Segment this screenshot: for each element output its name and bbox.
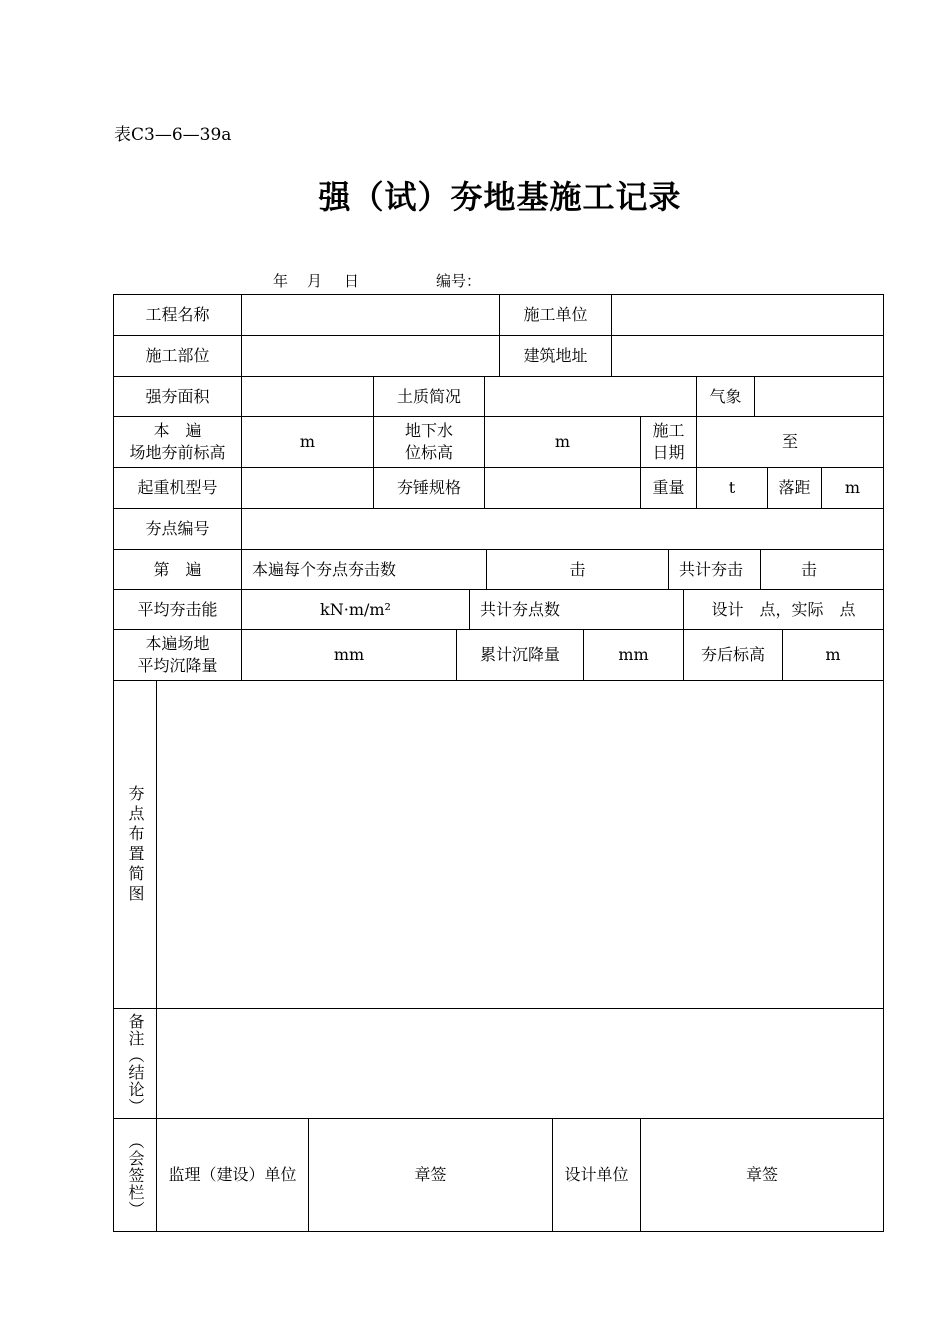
drop-distance-field[interactable]: m xyxy=(844,478,861,497)
row-elevation xyxy=(114,417,883,468)
building-address-field[interactable] xyxy=(612,336,883,376)
avg-energy-field[interactable]: kN·m/m² xyxy=(242,590,470,629)
building-address-label: 建筑地址 xyxy=(500,336,612,376)
project-name-field[interactable] xyxy=(242,295,500,335)
row-energy xyxy=(114,590,883,630)
layout-sketch-text: 夯点布置简图 xyxy=(126,784,145,905)
avg-settlement-field[interactable]: mm xyxy=(242,630,457,680)
design-seal-field[interactable]: 章签 xyxy=(745,1165,778,1184)
form-code: 表C3—6—39a xyxy=(114,125,232,145)
row-signatures xyxy=(114,1119,883,1232)
remarks-text: 备注（结论） xyxy=(126,1012,145,1115)
date-line2: 日期 xyxy=(652,443,685,462)
cum-settlement-label: 累计沉降量 xyxy=(457,630,584,680)
date-line1: 施工 xyxy=(652,421,685,440)
blows-per-point-field[interactable]: 击 xyxy=(487,550,669,589)
serial-label: 编号： xyxy=(436,272,482,290)
row-crane xyxy=(114,468,883,509)
weight-label: 重量 xyxy=(641,468,697,508)
avg-settlement-line1: 本遍场地 xyxy=(145,634,210,653)
weather-label: 气象 xyxy=(697,377,755,416)
construction-part-label: 施工部位 xyxy=(114,336,242,376)
crane-model-field[interactable] xyxy=(242,468,374,508)
row-settlement xyxy=(114,630,883,681)
date-day: 日 xyxy=(344,272,360,290)
row-project xyxy=(114,295,883,336)
blows-per-point-label: 本遍每个夯点夯击数 xyxy=(242,550,487,589)
point-number-field[interactable] xyxy=(242,509,883,549)
signature-col-label xyxy=(114,1119,157,1231)
pre-elevation-line2: 场地夯前标高 xyxy=(129,443,226,462)
contractor-label: 施工单位 xyxy=(500,295,612,335)
point-number-label: 夯点编号 xyxy=(114,509,242,549)
remarks-field[interactable] xyxy=(157,1009,883,1118)
pre-elevation-label xyxy=(114,417,242,467)
supervision-seal-field[interactable]: 章签 xyxy=(309,1119,553,1231)
record-table xyxy=(113,294,884,1232)
soil-condition-field[interactable] xyxy=(485,377,697,416)
crane-model-label: 起重机型号 xyxy=(114,468,242,508)
total-points-label: 共计夯点数 xyxy=(470,590,684,629)
avg-settlement-line2: 平均沉降量 xyxy=(137,656,218,675)
avg-settlement-label xyxy=(114,630,242,680)
row-area xyxy=(114,377,883,417)
contractor-field[interactable] xyxy=(612,295,883,335)
groundwater-unit[interactable]: m xyxy=(485,417,641,467)
remarks-label xyxy=(114,1009,157,1118)
page-title: 强（试）夯地基施工记录 xyxy=(318,178,682,216)
pre-elevation-unit[interactable]: m xyxy=(242,417,374,467)
row-layout-sketch xyxy=(114,681,883,1009)
total-blows-field[interactable]: 击 xyxy=(801,559,818,579)
supervision-unit-label: 监理（建设）单位 xyxy=(157,1119,309,1231)
post-elevation-field[interactable]: m xyxy=(825,645,841,664)
construction-date-label xyxy=(641,417,697,467)
tamping-area-field[interactable] xyxy=(242,377,374,416)
total-blows-label: 共计夯击 xyxy=(669,550,761,589)
project-name-label: 工程名称 xyxy=(114,295,242,335)
groundwater-label xyxy=(374,417,485,467)
cum-settlement-field[interactable]: mm xyxy=(584,630,684,680)
row-point-number xyxy=(114,509,883,550)
date-year: 年 xyxy=(273,272,289,290)
construction-part-field[interactable] xyxy=(242,336,500,376)
signature-col-text: （会签栏） xyxy=(126,1132,145,1218)
pre-elevation-line1: 本 遍 xyxy=(153,421,202,440)
construction-date-field[interactable]: 至 xyxy=(781,432,798,451)
weather-field[interactable] xyxy=(755,377,883,416)
design-unit-label: 设计单位 xyxy=(553,1119,641,1231)
pass-no-label: 第 遍 xyxy=(114,550,242,589)
hammer-spec-field[interactable] xyxy=(485,468,641,508)
tamping-area-label: 强夯面积 xyxy=(114,377,242,416)
drop-distance-label: 落距 xyxy=(768,468,822,508)
layout-sketch-area[interactable] xyxy=(157,681,883,1008)
layout-sketch-label xyxy=(114,681,157,1008)
hammer-spec-label: 夯锤规格 xyxy=(374,468,485,508)
weight-field[interactable]: t xyxy=(697,468,768,508)
avg-energy-label: 平均夯击能 xyxy=(114,590,242,629)
groundwater-line2: 位标高 xyxy=(404,443,453,462)
row-part xyxy=(114,336,883,377)
post-elevation-label: 夯后标高 xyxy=(684,630,783,680)
soil-condition-label: 土质简况 xyxy=(374,377,485,416)
row-remarks xyxy=(114,1009,883,1119)
design-actual-field[interactable]: 设计 点，实际 点 xyxy=(711,599,856,619)
row-pass xyxy=(114,550,883,590)
date-month: 月 xyxy=(307,272,323,290)
groundwater-line1: 地下水 xyxy=(404,421,453,440)
